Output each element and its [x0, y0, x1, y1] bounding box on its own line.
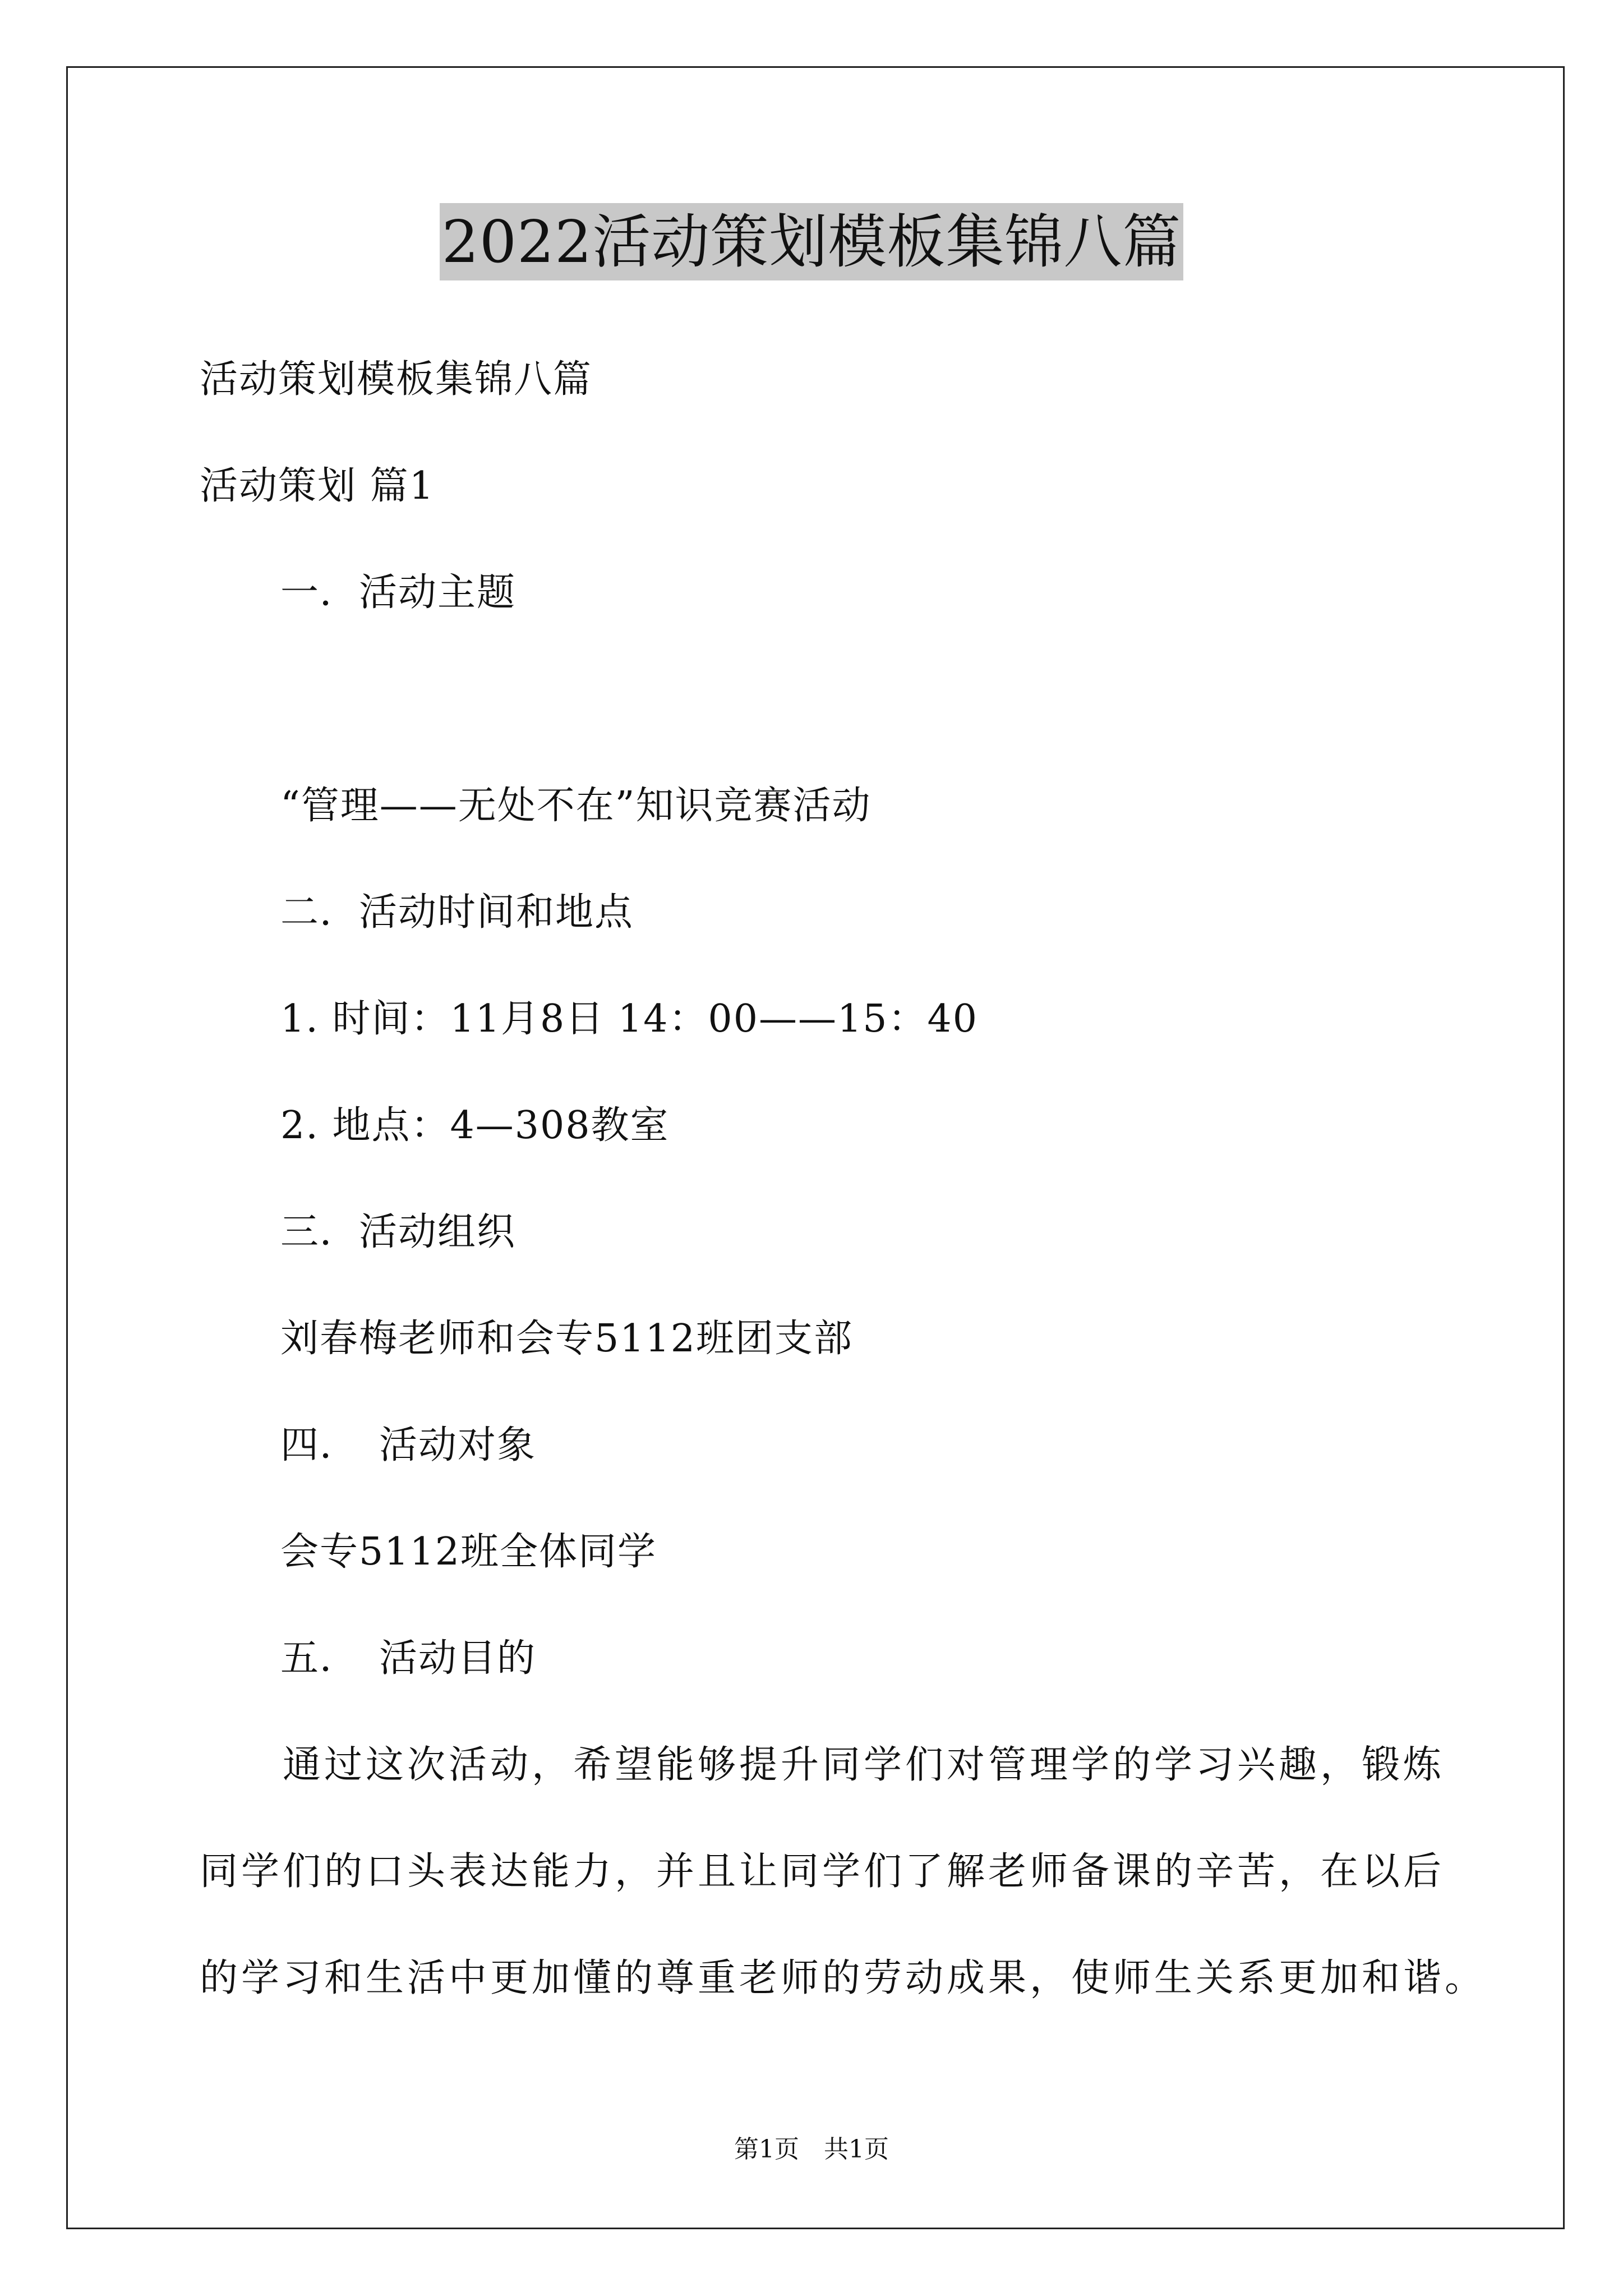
heading-theme: 一．活动主题: [280, 570, 517, 615]
page-footer: 第1页 共1页: [734, 2135, 889, 2164]
section-title: 活动策划 篇1: [200, 464, 435, 508]
heading-time-place: 二．活动时间和地点: [280, 890, 634, 935]
text-place: 2. 地点：4—308教室: [280, 1103, 670, 1148]
document-title-text: 2022活动策划模板集锦八篇: [440, 203, 1184, 280]
heading-target: 四． 活动对象: [280, 1423, 537, 1467]
heading-purpose: 五． 活动目的: [280, 1636, 537, 1681]
text-time: 1. 时间：11月8日 14：00——15：40: [280, 997, 979, 1041]
document-subtitle: 活动策划模板集锦八篇: [200, 357, 593, 402]
text-organization: 刘春梅老师和会专5112班团支部: [280, 1317, 854, 1361]
paragraph-line: 通过这次活动，希望能够提升同学们对管理学的学习兴趣，锻炼: [200, 1743, 1445, 1787]
document-title: [0, 203, 1623, 280]
heading-organization: 三．活动组织: [280, 1210, 517, 1254]
text-target: 会专5112班全体同学: [280, 1530, 657, 1574]
text-theme: “管理——无处不在”知识竞赛活动: [280, 784, 872, 828]
paragraph-line: 同学们的口头表达能力，并且让同学们了解老师备课的辛苦，在以后: [200, 1849, 1445, 1894]
paragraph-line: 的学习和生活中更加懂的尊重老师的劳动成果，使师生关系更加和谐。: [200, 1956, 1487, 2000]
